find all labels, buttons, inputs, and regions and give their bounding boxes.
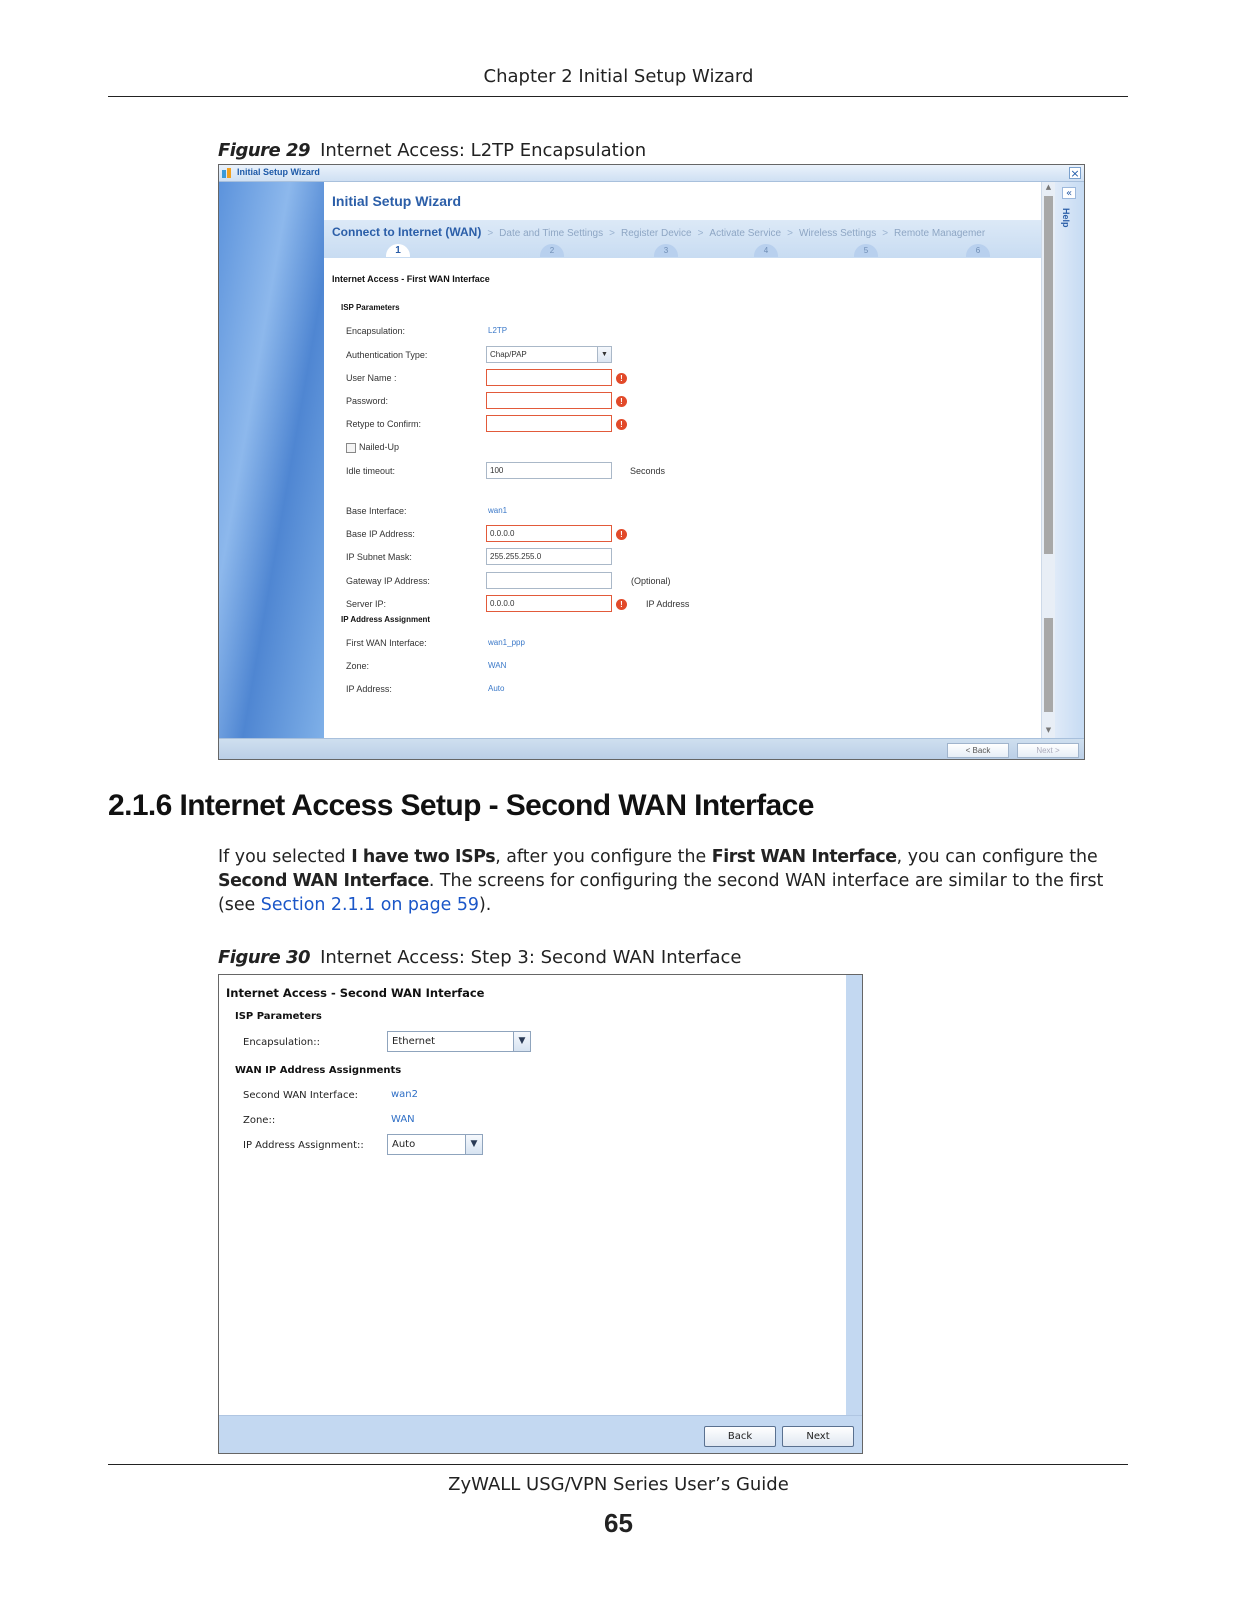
figure-30-screenshot bbox=[218, 974, 863, 1454]
figure-30-caption-text: Internet Access: Step 3: Second WAN Interface bbox=[320, 947, 742, 968]
back-button[interactable]: Back bbox=[704, 1426, 776, 1447]
auth-type-select[interactable] bbox=[486, 346, 612, 363]
wizard-window-title: Initial Setup Wizard bbox=[237, 167, 320, 177]
panel-footer bbox=[219, 1415, 862, 1454]
step-activate-service[interactable]: Activate Service bbox=[709, 228, 782, 239]
chevron-down-icon[interactable]: ▼ bbox=[513, 1032, 530, 1051]
wizard-logo-icon bbox=[222, 168, 233, 178]
help-panel[interactable] bbox=[1055, 182, 1084, 738]
wizard-footer bbox=[219, 738, 1084, 760]
username-input[interactable] bbox=[486, 369, 612, 386]
ip-assignment-heading: IP Address Assignment bbox=[341, 615, 431, 624]
wizard-scrollbar[interactable] bbox=[1041, 182, 1055, 738]
second-wan-interface-value: wan2 bbox=[391, 1089, 419, 1100]
figure-29-screenshot bbox=[218, 164, 1085, 760]
step-separator-icon: > bbox=[882, 228, 889, 239]
password-input[interactable] bbox=[486, 392, 612, 409]
figure-29-label: Figure 29 bbox=[218, 140, 311, 161]
step-date-time[interactable]: Date and Time Settings bbox=[499, 228, 604, 239]
step-number-5: 5 bbox=[854, 244, 878, 257]
first-wan-label: First WAN Interface: bbox=[346, 638, 427, 648]
step-number-3: 3 bbox=[654, 244, 678, 257]
base-interface-value: wan1 bbox=[488, 506, 508, 515]
ip-assignment-select[interactable] bbox=[387, 1134, 483, 1155]
section-reference-link[interactable]: Section 2.1.1 on page 59 bbox=[260, 895, 479, 915]
nailed-up-checkbox[interactable] bbox=[346, 443, 356, 453]
gateway-optional-note: (Optional) bbox=[631, 576, 671, 586]
nailed-up-label: Nailed-Up bbox=[359, 442, 400, 452]
first-wan-value: wan1_ppp bbox=[488, 638, 525, 647]
para-text: If you selected bbox=[218, 847, 352, 867]
warning-icon: ! bbox=[616, 529, 627, 540]
encapsulation-value: L2TP bbox=[488, 326, 508, 335]
gateway-ip-input[interactable] bbox=[486, 572, 612, 589]
username-label: User Name : bbox=[346, 373, 397, 383]
idle-timeout-label: Idle timeout: bbox=[346, 466, 396, 476]
server-ip-label: Server IP: bbox=[346, 599, 387, 609]
retype-password-input[interactable] bbox=[486, 415, 612, 432]
zone-label: Zone:: bbox=[243, 1115, 276, 1126]
step-connect-internet[interactable]: Connect to Internet (WAN) bbox=[332, 225, 482, 239]
zone-value: WAN bbox=[488, 661, 507, 670]
figure-30-caption bbox=[218, 947, 742, 968]
encapsulation-value: Ethernet bbox=[392, 1036, 436, 1047]
step-register-device[interactable]: Register Device bbox=[620, 228, 692, 239]
para-bold-two-isps: I have two ISPs bbox=[351, 847, 496, 867]
auth-type-label: Authentication Type: bbox=[346, 350, 428, 360]
ip-address-value: Auto bbox=[488, 684, 505, 693]
warning-icon: ! bbox=[616, 396, 627, 407]
idle-timeout-input[interactable]: 100 bbox=[486, 462, 612, 479]
ip-address-label: IP Address: bbox=[346, 684, 392, 694]
idle-timeout-unit: Seconds bbox=[630, 466, 666, 476]
figure-29-caption bbox=[218, 140, 646, 161]
wizard-steps-bar bbox=[324, 220, 1041, 258]
encapsulation-select[interactable] bbox=[387, 1031, 531, 1052]
step-number-6: 6 bbox=[966, 244, 990, 257]
server-ip-input[interactable]: 0.0.0.0 bbox=[486, 595, 612, 612]
wizard-title: Initial Setup Wizard bbox=[332, 193, 461, 209]
base-ip-label: Base IP Address: bbox=[346, 529, 415, 539]
close-icon[interactable]: × bbox=[1070, 167, 1080, 180]
footer-rule bbox=[108, 1464, 1128, 1465]
para-text: , after you configure the bbox=[495, 847, 712, 867]
base-interface-label: Base Interface: bbox=[346, 506, 407, 516]
subnet-mask-label: IP Subnet Mask: bbox=[346, 552, 412, 562]
guide-title: ZyWALL USG/VPN Series User’s Guide bbox=[448, 1474, 789, 1495]
chevron-down-icon[interactable]: ▼ bbox=[465, 1135, 482, 1154]
scroll-up-icon[interactable]: ▲ bbox=[1045, 183, 1052, 191]
encapsulation-label: Encapsulation: bbox=[346, 326, 406, 336]
section-paragraph bbox=[218, 845, 1130, 917]
zone-label: Zone: bbox=[346, 661, 370, 671]
section-heading: 2.1.6 Internet Access Setup - Second WAN Interface bbox=[108, 789, 814, 822]
step-separator-icon: > bbox=[609, 228, 615, 239]
panel-scrollbar[interactable] bbox=[846, 975, 863, 1415]
password-label: Password: bbox=[346, 396, 389, 406]
zone-value: WAN bbox=[391, 1114, 415, 1125]
scrollbar-track-segment bbox=[1044, 618, 1053, 712]
section-title: Internet Access - First WAN Interface bbox=[332, 274, 490, 284]
page-header: Chapter 2 Initial Setup Wizard bbox=[483, 66, 754, 87]
page-number: 65 bbox=[604, 1508, 633, 1538]
wizard-main-panel bbox=[324, 182, 1041, 738]
para-text: ). bbox=[478, 895, 492, 915]
wan-ip-assignments-heading: WAN IP Address Assignments bbox=[235, 1065, 402, 1076]
step-wireless-settings[interactable]: Wireless Settings bbox=[798, 228, 877, 239]
isp-parameters-heading: ISP Parameters bbox=[341, 303, 400, 312]
wizard-window-titlebar bbox=[219, 165, 1084, 182]
header-rule bbox=[108, 96, 1128, 97]
gateway-ip-label: Gateway IP Address: bbox=[346, 576, 430, 586]
next-button[interactable]: Next > bbox=[1017, 743, 1079, 758]
back-button[interactable]: < Back bbox=[947, 743, 1009, 758]
ip-assignment-label: IP Address Assignment:: bbox=[243, 1140, 364, 1151]
step-number-1: 1 bbox=[386, 244, 410, 257]
step-number-2: 2 bbox=[540, 244, 564, 257]
help-label[interactable]: Help bbox=[1061, 208, 1071, 228]
figure-30-label: Figure 30 bbox=[218, 947, 311, 968]
step-remote-management[interactable]: Remote Managemer bbox=[894, 228, 986, 239]
wizard-sidebar bbox=[219, 182, 324, 738]
chevron-down-icon[interactable]: ▼ bbox=[597, 347, 611, 362]
warning-icon: ! bbox=[616, 419, 627, 430]
ip-assignment-value: Auto bbox=[392, 1139, 416, 1150]
retype-label: Retype to Confirm: bbox=[346, 419, 422, 429]
para-bold-first-wan: First WAN Interface bbox=[711, 847, 897, 867]
auth-type-value: Chap/PAP bbox=[490, 350, 527, 359]
second-wan-title: Internet Access - Second WAN Interface bbox=[226, 986, 485, 1000]
scroll-down-icon[interactable]: ▼ bbox=[1045, 726, 1052, 734]
step-separator-icon: > bbox=[697, 228, 704, 239]
second-wan-interface-label: Second WAN Interface: bbox=[243, 1090, 358, 1101]
step-separator-icon: > bbox=[787, 228, 793, 239]
figure-29-caption-text: Internet Access: L2TP Encapsulation bbox=[320, 140, 647, 161]
step-number-4: 4 bbox=[754, 244, 778, 257]
base-ip-input[interactable]: 0.0.0.0 bbox=[486, 525, 612, 542]
step-separator-icon: > bbox=[487, 228, 494, 239]
para-bold-second-wan: Second WAN Interface bbox=[218, 871, 429, 891]
subnet-mask-input[interactable]: 255.255.255.0 bbox=[486, 548, 612, 565]
next-button[interactable]: Next bbox=[782, 1426, 854, 1447]
encapsulation-label: Encapsulation:: bbox=[243, 1037, 320, 1048]
expand-help-icon[interactable]: « bbox=[1062, 187, 1076, 199]
para-text: , you can configure the bbox=[896, 847, 1098, 867]
warning-icon: ! bbox=[616, 373, 627, 384]
scrollbar-thumb[interactable] bbox=[1044, 196, 1053, 554]
para-text: . The screens for configuring the second WAN interface are similar to the first (see bbox=[218, 871, 1104, 915]
warning-icon: ! bbox=[616, 599, 627, 610]
server-ip-unit: IP Address bbox=[646, 599, 690, 609]
isp-parameters-heading: ISP Parameters bbox=[235, 1011, 322, 1022]
